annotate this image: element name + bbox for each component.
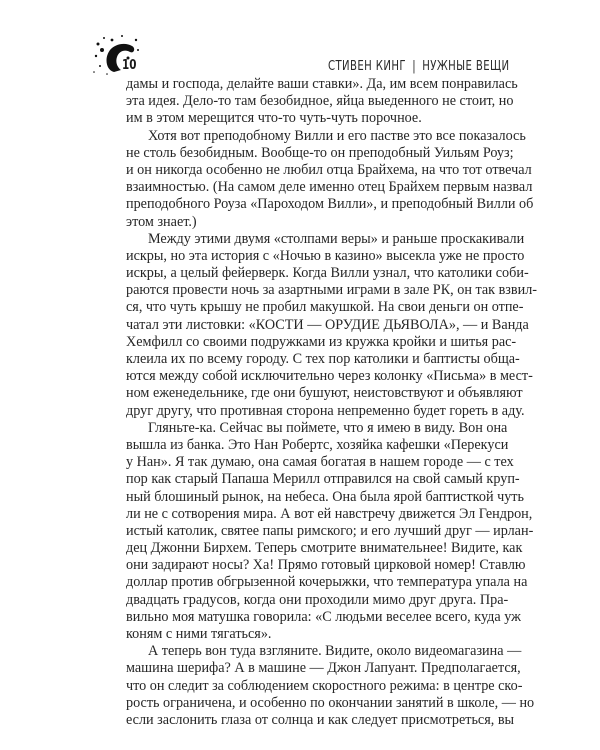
text-line: дец Джонни Бирхем. Теперь смотрите внимательнее! Видите, как [126, 540, 523, 557]
text-line: коням с ними тягаться». [126, 626, 272, 642]
paragraph [126, 643, 535, 729]
author-name: СТИВЕН КИНГ [328, 59, 406, 74]
text-line: что он следит за соблюдением скоростного режима: в центре ско- [126, 677, 523, 694]
text-line: клеила их по всему городу. С тех пор католики и баптисты обща- [126, 351, 520, 367]
text-line: пор как старый Папаша Мерилл отправился на свой самый круп- [126, 471, 520, 488]
text-line: ный блошиный рынок, на небеса. Она была ярой баптисткой чуть [126, 488, 524, 505]
text-line: дамы и господа, делайте ваши ставки». Да, им всем понравилась [126, 76, 518, 92]
text-line: доллар против обгрызенной кочерыжки, что температура упала на [126, 574, 528, 591]
text-line: не столь безобидным. Вообще-то он преподобный Уильям Роуз; [126, 144, 514, 161]
book-title: НУЖНЫЕ ВЕЩИ [422, 59, 510, 74]
text-line: взаимностью. (На самом деле именно отец Брайхем первым назвал [126, 179, 533, 196]
text-line: друг другу, что противная сторона непременно будет гореть в аду. [126, 402, 525, 419]
body-text [126, 76, 538, 729]
text-line: они задирают носы? Ха! Прямо готовый цирковой номер! Ставлю [126, 557, 526, 574]
text-line: им в этом мерещится что-то чуть-чуть порочное. [126, 110, 422, 127]
text-line: Хотя вот преподобному Вилли и его пастве это все показалось [148, 127, 526, 144]
page-number: 10 [122, 58, 137, 73]
text-line: А теперь вон туда взгляните. Видите, около видеомагазина — [148, 643, 522, 660]
running-header [328, 59, 510, 74]
text-line: вильно моя матушка говорила: «С людьми веселее всего, куда уж [126, 608, 521, 625]
text-line: рость ограничена, и особенно по окончании занятий в школе, — но [126, 694, 535, 711]
text-line: истый католик, святее папы римского; и его лучший друг — ирлан- [126, 522, 534, 539]
text-line: эта идея. Дело-то там безобидное, яйца выеденного не стоит, но [126, 93, 514, 110]
text-line: и он никогда особенно не любил отца Брайхема, на что тот отвечал [126, 161, 532, 178]
paragraph [126, 76, 518, 128]
text-line: ном еженедельнике, где они бушуют, неистовствуют и объявляют [126, 385, 523, 402]
text-line: Между этими двумя «столпами веры» и раньше проскакивали [148, 230, 525, 247]
text-line: чатал эти листовки: «КОСТИ — ОРУДИЕ ДЬЯВОЛА», — и Ванда [126, 316, 529, 333]
paragraph [126, 230, 538, 420]
text-line: Хемфилл со своими подружками из кружка кройки и шитья рас- [126, 333, 517, 350]
text-line: ются между собой исключительно через колонку «Письма» в мест- [126, 368, 533, 385]
text-line: искры, а целый фейерверк. Когда Вилли узнал, что католики соби- [126, 265, 529, 282]
text-line: Гляньте-ка. Сейчас вы поймете, что я имею в виду. Вон она [148, 419, 508, 436]
text-line: преподобного Роуза «Пароходом Вилли», и преподобный Вилли об [126, 196, 534, 213]
text-line: искры, но эта история с «Ночью в казино» высекла уже не просто [126, 247, 525, 264]
text-line: если заслонить глаза от солнца и как следует присмотреться, вы [126, 711, 515, 728]
text-line: вышла из банка. Это Нан Робертс, хозяйка кафешки «Перекуси [126, 436, 509, 453]
text-line: у Нан». Я так думаю, она самая богатая в нашем городе — с тех [126, 454, 514, 471]
text-line: раются провести ночь за азартными играми в зале РК, он так взвил- [126, 282, 538, 299]
header-separator: | [412, 59, 417, 74]
text-line: двадцать градусов, когда они проходили мимо друг друга. Пра- [126, 591, 509, 608]
text-line: машина шерифа? А в машине — Джон Лапуант. Предполагается, [126, 660, 521, 677]
text-line: ли не с сотворения мира. А вот ей навстречу движется Эл Гендрон, [126, 505, 533, 522]
paragraph [126, 419, 534, 643]
text-line: ся, что чуть крышу не пробил макушкой. На свои деньги он отпе- [126, 299, 524, 316]
paragraph [126, 127, 534, 231]
text-line: этом знает.) [126, 213, 197, 230]
